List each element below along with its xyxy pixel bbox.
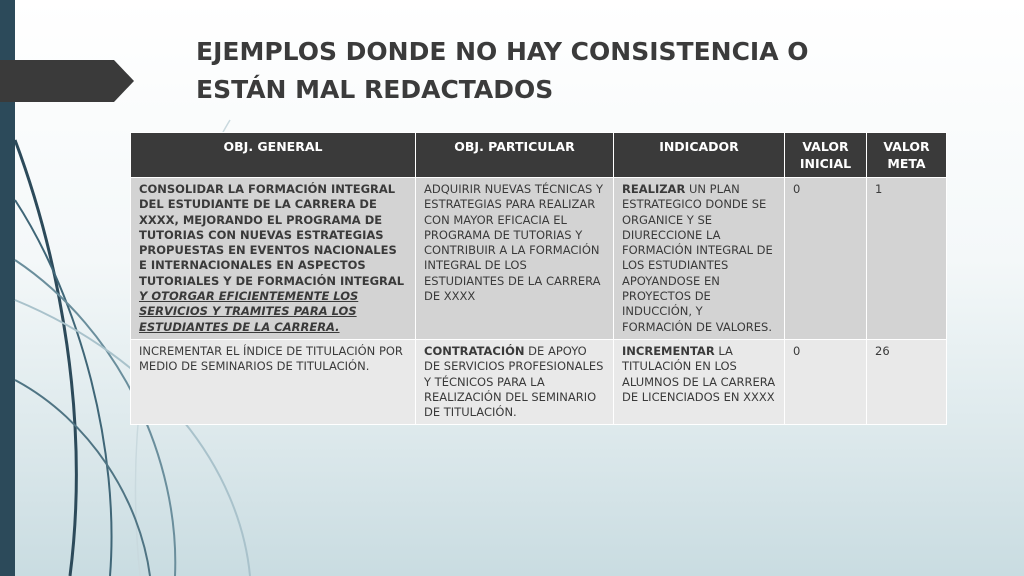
header-valor-inicial: VALOR INICIAL (785, 133, 867, 178)
cell-valor-meta: 1 (867, 178, 947, 340)
particular-text: DE APOYO DE SERVICIOS PROFESIONALES Y TÉCNICOS PARA LA REALIZACIÓN DEL SEMINARIO DE TITULACIÓN. (424, 343, 604, 420)
table-header-row (131, 133, 947, 178)
general-underlined-text: Y OTORGAR EFICIENTEMENTE LOS SERVICIOS Y TRAMITES PARA LOS ESTUDIANTES DE LA CARRERA. (139, 289, 359, 334)
particular-verb: CONTRATACIÓN (424, 343, 525, 358)
indicador-verb: REALIZAR (622, 182, 686, 196)
table-row (131, 178, 947, 340)
particular-text: ADQUIRIR NUEVAS TÉCNICAS Y ESTRATEGIAS PARA REALIZAR CON MAYOR EFICACIA EL PROGRAMA DE TUTORIAS Y CONTRIBUIR A LA FORMACIÓN INTEGRAL DE LOS ESTUDIANTES DE LA CARRERA DE XXXX (424, 182, 604, 304)
slide-title (196, 33, 896, 109)
cell-valor-meta: 26 (867, 339, 947, 424)
cell-indicador (614, 339, 785, 424)
indicador-text: LA TITULACIÓN EN LOS ALUMNOS DE LA CARRERA DE LICENCIADOS EN XXXX (622, 343, 776, 404)
indicador-verb: INCREMENTAR (622, 343, 715, 358)
cell-obj-general (131, 178, 416, 340)
title-line-1: EJEMPLOS DONDE NO HAY CONSISTENCIA O (196, 37, 809, 66)
header-obj-particular: OBJ. PARTICULAR (416, 133, 614, 178)
general-bold-text: CONSOLIDAR LA FORMACIÓN INTEGRAL DEL ESTUDIANTE DE LA CARRERA DE XXXX, MEJORANDO EL PROGRAMA DE TUTORIAS CON NUEVAS ESTRATEGIAS PROPUESTAS EN EVENTOS NACIONALES E INTERNACIONALES EN ASPECTOS TUTORIALES Y DE FORMACIÓN INTEGRAL (139, 182, 405, 288)
arrow-tab-shape (0, 60, 134, 102)
table-row (131, 339, 947, 424)
title-line-2: ESTÁN MAL REDACTADOS (196, 75, 554, 104)
cell-obj-particular (416, 339, 614, 424)
header-obj-general: OBJ. GENERAL (131, 133, 416, 178)
cell-obj-particular (416, 178, 614, 340)
header-indicador: INDICADOR (614, 133, 785, 178)
objectives-table (130, 132, 947, 425)
cell-valor-inicial: 0 (785, 339, 867, 424)
header-valor-meta: VALOR META (867, 133, 947, 178)
cell-valor-inicial: 0 (785, 178, 867, 340)
cell-indicador (614, 178, 785, 340)
indicador-text: UN PLAN ESTRATEGICO DONDE SE ORGANICE Y SE DIURECCIONE LA FORMACIÓN INTEGRAL DE LOS ESTUDIANTES APOYANDOSE EN PROYECTOS DE INDUCCIÓN, Y FORMACIÓN DE VALORES. (622, 182, 773, 334)
cell-obj-general: INCREMENTAR EL ÍNDICE DE TITULACIÓN POR MEDIO DE SEMINARIOS DE TITULACIÓN. (131, 339, 416, 424)
